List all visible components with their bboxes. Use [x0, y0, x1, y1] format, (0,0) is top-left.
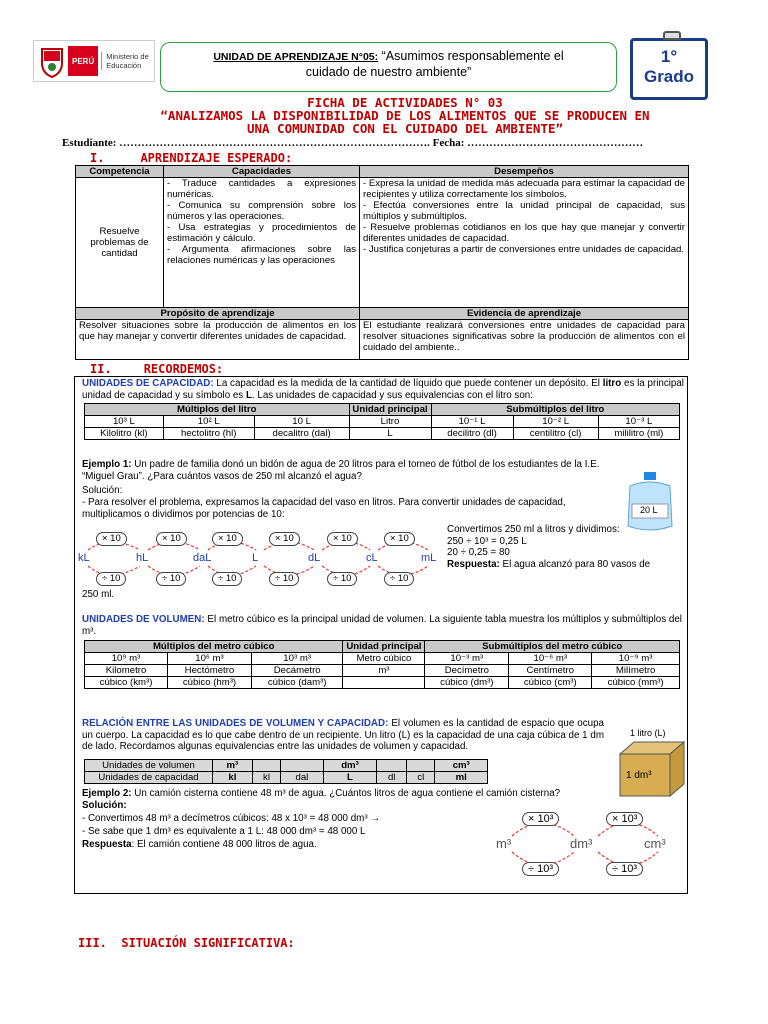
div-10-pill: ÷ 10	[96, 572, 126, 586]
unit-cl: cL	[366, 552, 378, 564]
capacidades-cell: - Traduce cantidades a expresiones numéricas. - Comunica su comprensión sobre los números y las operaciones. - Usa estrategias y procedimientos de estimación y cálculo. - Argumenta afirmaciones sobre las relaciones numéricas y las operaciones	[164, 178, 360, 308]
th-unidad-principal-vol: Unidad principal	[343, 641, 425, 653]
grade-label: Grado	[643, 67, 695, 86]
th-capacidades: Capacidades	[164, 166, 360, 178]
div-10-pill: ÷ 10	[156, 572, 186, 586]
div-1000-pill: ÷ 10³	[522, 862, 559, 876]
unit-kl: kL	[78, 552, 90, 564]
relation-intro: RELACIÓN ENTRE LAS UNIDADES DE VOLUMEN Y CAPACIDAD: El volumen es la cantidad de espacio que ocupa un cuerpo. La capacidad es lo que cabe dentro de un recipiente. Un litro (L) es la capacidad de una caja cúbica de 1 dm de lado. Recordamos algunas equivalencias entre las unidades de volumen y capacidad.	[82, 718, 604, 752]
clipboard-icon	[663, 31, 681, 40]
solution-1-label: Solución:	[82, 485, 123, 496]
capacity-table: Múltiplos del litro Unidad principal Submúltiplos del litro 10³ L 10² L 10 L Litro 10⁻¹ L 10⁻² L 10⁻³ L Kilolitro (kl) hectolitro (hl) decalitro (dal) L decilitro (dl) centilitro (cl) mililitro (ml)	[84, 403, 680, 440]
times-10-pill: × 10	[96, 532, 127, 546]
times-10-pill: × 10	[327, 532, 358, 546]
solution-2-step1: - Convertimos 48 m³ a decímetros cúbicos: 48 x 10³ = 48 000 dm³ →	[82, 813, 381, 824]
jug-label: 20 L	[640, 505, 658, 515]
th-proposito: Propósito de aprendizaje	[76, 308, 360, 320]
ficha-title	[60, 96, 750, 135]
th-submultiplos-litro: Submúltiplos del litro	[431, 404, 679, 416]
grade-badge	[630, 38, 708, 100]
div-10-pill: ÷ 10	[212, 572, 242, 586]
times-10-pill: × 10	[212, 532, 243, 546]
unit-dm3: dm³	[570, 836, 593, 851]
unit-title-1: “Asumimos responsablemente el	[381, 49, 564, 63]
logo-ministry: Ministerio de Educación	[101, 52, 153, 70]
div-1000-pill: ÷ 10³	[606, 862, 643, 876]
capacity-intro: UNIDADES DE CAPACIDAD: La capacidad es la medida de la cantidad de líquido que puede contener un depósito. El litro es la principal unidad de capacidad y su símbolo es L. Las unidades de capacidad y sus equivalencias con el litro son:	[82, 378, 684, 401]
logo-country: PERÚ	[68, 46, 98, 76]
volume-intro: UNIDADES DE VOLUMEN: El metro cúbico es la principal unidad de volumen. La siguiente tabla muestra los múltiplos y submúltiplos del m³.	[82, 614, 682, 637]
evidencia-cell: El estudiante realizará conversiones entre unidades de capacidad para resolver situaciones significativas sobre la producción de alimentos con el cuidado del ambiente..	[360, 320, 689, 360]
unit-dl: dL	[308, 552, 321, 564]
ficha-line2: “ANALIZAMOS LA DISPONIBILIDAD DE LOS ALIMENTOS QUE SE PRODUCEN EN	[160, 108, 650, 123]
solution-2-step2: - Se sabe que 1 dm³ es equivalente a 1 L: 48 000 dm³ = 48 000 L	[82, 826, 366, 837]
times-10-pill: × 10	[156, 532, 187, 546]
section-2-num: II.	[90, 362, 112, 376]
section-3-num: III.	[78, 936, 107, 950]
example-1: Ejemplo 1: Un padre de familia donó un bidón de agua de 20 litros para el torneo de fútbol de los estudiantes de la I.E. “Miguel Grau”. ¿Para cuántos vasos de 250 ml alcanzó el agua?	[82, 459, 600, 482]
th-unidad-principal: Unidad principal	[349, 404, 431, 416]
solution-1-text: - Para resolver el problema, expresamos la capacidad del vaso en litros. Para convertir unidades de capacidad, multiplicamos o dividimos por potencias de 10:	[82, 497, 566, 520]
desempenos-cell: - Expresa la unidad de medida más adecuada para estimar la capacidad de recipientes y utiliza correctamente los símbolos. - Efectúa conversiones entre la unidad principal de capacidad, sus múltiplos y submúltiplos. - Resuelve problemas cotidianos en los que hay que manejar y convertir diferentes unidades de capacidad. - Justifica conjeturas a partir de conversiones entre unidades de capacidad.	[360, 178, 689, 308]
div-10-pill: ÷ 10	[327, 572, 357, 586]
response-1-end: 250 ml.	[82, 589, 115, 600]
volume-conversion-diagram	[494, 806, 684, 882]
peru-shield-icon	[38, 43, 66, 79]
cube-top-label: 1 litro (L)	[630, 728, 666, 738]
volume-table: Múltiplos del metro cúbico Unidad principal Submúltiplos del metro cúbico 10⁹ m³ 10⁶ m³ 10³ m³ Metro cúbico 10⁻³ m³ 10⁻⁶ m³ 10⁻⁹ m³ Kilometro Hectómetro Decámetro m³ Decímetro Centímetro Milímetro cúbico (km³) cúbico (hm³) cúbico (dam³) cúbico (dm³) cúbico (cm³) cúbico (mm³)	[84, 640, 680, 689]
ficha-line3: UNA COMUNIDAD CON EL CUIDADO DEL AMBIENTE”	[246, 121, 564, 136]
section-2-title: RECORDEMOS:	[143, 362, 224, 376]
relation-table: Unidades de volumen m³ dm³ cm³ Unidades de capacidad kl kl dal L dl cl ml	[84, 759, 488, 784]
section-3-heading	[78, 936, 295, 950]
section-1-title: APRENDIZAJE ESPERADO:	[140, 151, 293, 165]
ficha-line1: FICHA DE ACTIVIDADES N° 03	[307, 95, 503, 110]
section-1-heading	[90, 151, 292, 165]
competencia-cell: Resuelve problemas de cantidad	[76, 178, 164, 308]
conversion-steps: Convertimos 250 ml a litros y dividimos: 250 ÷ 10³ = 0,25 L 20 ÷ 0,25 = 80 Respuesta: El agua alcanzó para 80 vasos de	[447, 524, 651, 570]
times-10-pill: × 10	[269, 532, 300, 546]
example-2: Ejemplo 2: Un camión cisterna contiene 48 m³ de agua. ¿Cuántos litros de agua contiene el camión cisterna?	[82, 788, 561, 799]
times-10-pill: × 10	[384, 532, 415, 546]
unit-cm3: cm³	[644, 836, 666, 851]
th-multiplos-m3: Múltiplos del metro cúbico	[85, 641, 343, 653]
unit-title-2: cuidado de nuestro ambiente”	[305, 65, 472, 79]
div-10-pill: ÷ 10	[269, 572, 299, 586]
minedu-logo	[33, 40, 155, 82]
times-1000-pill: × 10³	[606, 812, 643, 826]
th-competencia: Competencia	[76, 166, 164, 178]
unit-ml: mL	[421, 552, 437, 564]
unit-m3: m³	[496, 836, 512, 851]
th-evidencia: Evidencia de aprendizaje	[360, 308, 689, 320]
learning-table	[75, 165, 689, 360]
cube-label: 1 dm³	[626, 770, 652, 781]
capacity-conversion-diagram	[78, 528, 448, 590]
unit-dal: daL	[193, 552, 212, 564]
unit-l: L	[252, 552, 259, 564]
grade-number: 1°	[660, 47, 678, 66]
times-1000-pill: × 10³	[522, 812, 559, 826]
th-multiplos-litro: Múltiplos del litro	[85, 404, 350, 416]
div-10-pill: ÷ 10	[384, 572, 414, 586]
section-3-title: SITUACIÓN SIGNIFICATIVA:	[121, 936, 295, 950]
th-desempenos: Desempeños	[360, 166, 689, 178]
unit-label: UNIDAD DE APRENDIZAJE N°05:	[213, 51, 379, 63]
section-1-num: I.	[90, 151, 105, 165]
section-2-heading	[90, 362, 223, 376]
unit-title-box	[160, 42, 617, 92]
proposito-cell: Resolver situaciones sobre la producción de alimentos en los que hay manejar y convertir diferentes unidades de capacidad.	[76, 320, 360, 360]
response-2: Respuesta: El camión contiene 48 000 litros de agua.	[82, 839, 317, 850]
unit-hl: hL	[136, 552, 149, 564]
solution-2-label: Solución:	[82, 800, 127, 811]
th-submultiplos-m3: Submúltiplos del metro cúbico	[425, 641, 680, 653]
student-line: Estudiante: …………………………………………………………………………. Fecha: …………………………………………	[62, 137, 644, 149]
